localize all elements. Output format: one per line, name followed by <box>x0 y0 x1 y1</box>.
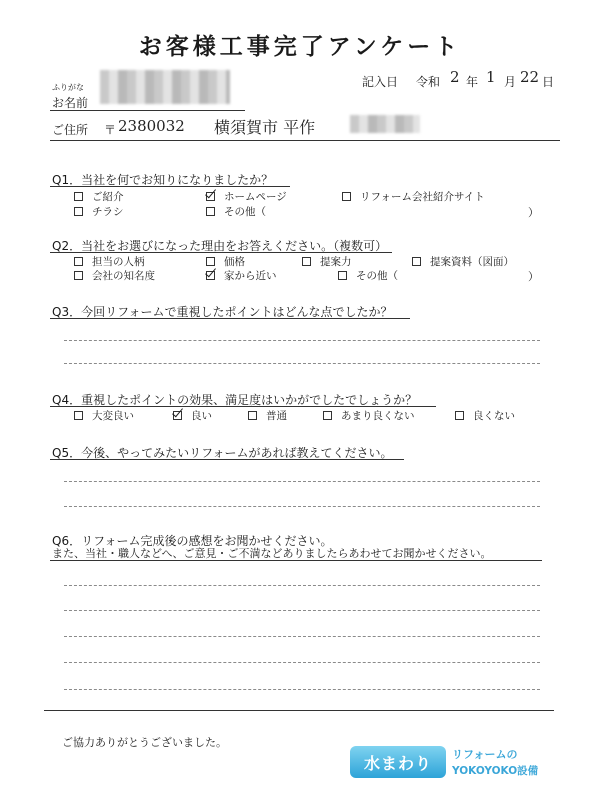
q2-option-near-home[interactable]: 家から近い <box>206 268 277 283</box>
day-value[interactable]: 22 <box>520 68 540 86</box>
q2-option-other[interactable]: その他（ <box>338 268 398 283</box>
name-underline <box>50 110 245 111</box>
checkbox[interactable] <box>342 192 351 201</box>
entry-date-label: 記入日 <box>362 75 399 89</box>
q6-label-line-2: また、当社・職人などへ、ご意見・ご不満などありましたらあわせてお聞かせください。 <box>52 547 492 560</box>
day-unit: 日 <box>542 75 555 89</box>
name-label: お名前 <box>52 96 89 110</box>
q6-label-line-1: Q6．リフォーム完成後の感想をお聞かせください。 <box>52 534 333 548</box>
q2-option-personality[interactable]: 担当の人柄 <box>74 254 145 269</box>
q2-label: Q2．当社をお選びになった理由をお答えください。（複数可） <box>52 239 388 253</box>
postal-mark: 〒 <box>104 123 117 137</box>
checkbox[interactable] <box>323 411 332 420</box>
q1-option-referral[interactable]: ご紹介 <box>74 189 124 204</box>
address-underline <box>50 140 560 141</box>
q6-answer-line-4[interactable] <box>64 662 540 663</box>
q4-option-not-very-good[interactable]: あまり良くない <box>323 408 415 423</box>
q2-option-reputation[interactable]: 会社の知名度 <box>74 268 155 283</box>
q2-option-proposal-docs[interactable]: 提案資料（図面） <box>412 254 514 269</box>
thanks-message: ご協力ありがとうございました。 <box>62 736 227 749</box>
checkbox-checked[interactable] <box>206 271 215 280</box>
q6-answer-line-1[interactable] <box>64 585 540 586</box>
logo-sub-text-1: リフォームの <box>452 748 518 761</box>
name-redacted <box>100 70 230 104</box>
era-label: 令和 <box>416 75 441 89</box>
footer-divider <box>44 710 554 711</box>
q4-underline <box>50 406 436 407</box>
address-redacted <box>350 115 420 133</box>
q4-option-good[interactable]: 良い <box>173 408 212 423</box>
address-label: ご住所 <box>52 123 89 137</box>
checkbox[interactable] <box>74 257 83 266</box>
month-value[interactable]: 1 <box>486 68 496 86</box>
year-value[interactable]: 2 <box>450 68 460 86</box>
q1-option-homepage[interactable]: ホームページ <box>206 189 287 204</box>
q4-option-very-good[interactable]: 大変良い <box>74 408 134 423</box>
checkbox[interactable] <box>455 411 464 420</box>
checkbox[interactable] <box>338 271 347 280</box>
q2-option-proposal[interactable]: 提案力 <box>302 254 352 269</box>
logo-main-text: 水まわり <box>363 753 432 773</box>
q5-answer-line-2[interactable] <box>64 506 540 507</box>
checkbox[interactable] <box>206 207 215 216</box>
checkbox[interactable] <box>74 207 83 216</box>
company-logo <box>350 746 446 778</box>
q6-answer-line-2[interactable] <box>64 610 540 611</box>
form-title: お客様工事完了アンケート <box>138 34 462 60</box>
q4-option-average[interactable]: 普通 <box>248 408 287 423</box>
checkbox[interactable] <box>74 411 83 420</box>
q3-label: Q3．今回リフォームで重視したポイントはどんな点でしたか？ <box>52 305 393 319</box>
checkbox[interactable] <box>74 192 83 201</box>
q5-label: Q5．今後、やってみたいリフォームがあれば教えてください。 <box>52 446 393 460</box>
logo-sub-text-2: YOKOYOKO設備 <box>452 765 539 777</box>
q4-label: Q4．重視したポイントの効果、満足度はいかがでしたでしょうか？ <box>52 393 418 407</box>
q6-answer-line-5[interactable] <box>64 689 540 690</box>
q1-other-close-paren: ） <box>528 206 539 219</box>
q2-other-close-paren: ） <box>528 270 539 283</box>
checkbox[interactable] <box>412 257 421 266</box>
q5-answer-line-1[interactable] <box>64 481 540 482</box>
postal-code-value[interactable]: 2380032 <box>118 117 185 135</box>
checkbox-checked[interactable] <box>173 411 182 420</box>
q5-underline <box>50 459 404 460</box>
q1-label: Q1．当社を何でお知りになりましたか？ <box>52 173 274 187</box>
month-unit: 月 <box>504 75 517 89</box>
q1-underline <box>50 186 290 187</box>
q2-underline <box>50 252 392 253</box>
year-unit: 年 <box>466 75 479 89</box>
q6-underline <box>50 560 542 561</box>
checkbox[interactable] <box>74 271 83 280</box>
q3-answer-line-2[interactable] <box>64 363 540 364</box>
address-value[interactable]: 横須賀市 平作 <box>214 118 316 137</box>
q1-option-reform-site[interactable]: リフォーム会社紹介サイト <box>342 189 485 204</box>
q6-answer-line-3[interactable] <box>64 636 540 637</box>
checkbox[interactable] <box>206 257 215 266</box>
q4-option-bad[interactable]: 良くない <box>455 408 515 423</box>
q3-underline <box>50 318 410 319</box>
checkbox[interactable] <box>248 411 257 420</box>
furigana-label: ふりがな <box>52 83 84 92</box>
q1-option-flyer[interactable]: チラシ <box>74 204 124 219</box>
q2-option-price[interactable]: 価格 <box>206 254 245 269</box>
checkbox-checked[interactable] <box>206 192 215 201</box>
q3-answer-line-1[interactable] <box>64 340 540 341</box>
checkbox[interactable] <box>302 257 311 266</box>
q1-option-other[interactable]: その他（ <box>206 204 266 219</box>
